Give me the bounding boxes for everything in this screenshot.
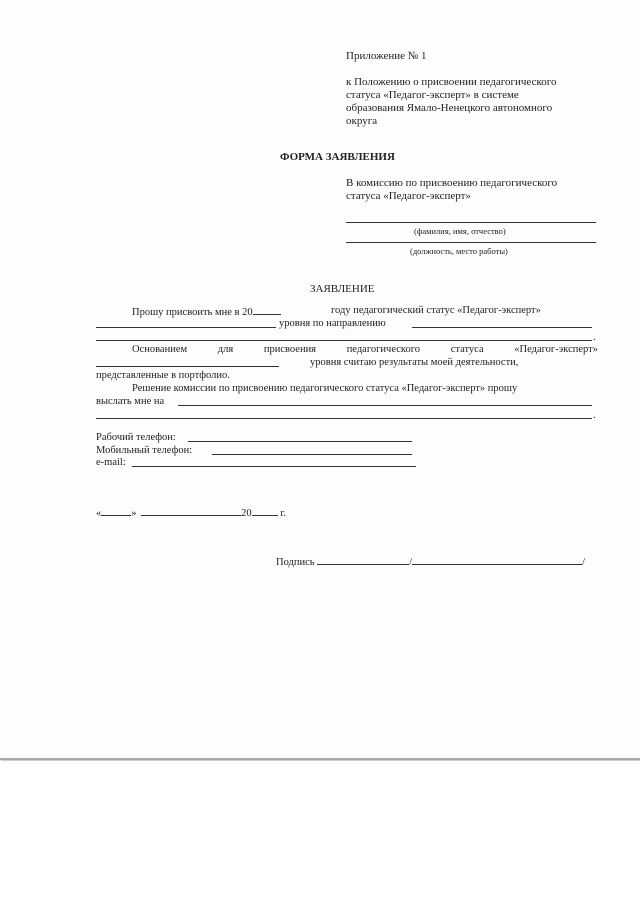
level-blank[interactable]: [96, 327, 276, 328]
p2-line-1: [132, 343, 598, 356]
mobile-phone-field[interactable]: [212, 454, 412, 455]
signature-slash: /: [409, 557, 413, 568]
p1-text-b: году педагогический статус «Педагог-эксперт»: [331, 305, 541, 316]
p2-word: «Педагог-эксперт»: [514, 344, 598, 355]
work-phone-label: Рабочий телефон:: [96, 432, 176, 443]
day-blank[interactable]: [101, 505, 131, 516]
p1-period: .: [593, 332, 596, 343]
position-field-hint: (должность, место работы): [410, 246, 508, 256]
name-field-line[interactable]: [346, 222, 596, 223]
p2-line-2: [310, 356, 600, 369]
date-line: [96, 505, 286, 520]
date-century: 20: [241, 508, 252, 519]
signature-blank[interactable]: [317, 554, 409, 565]
position-field-line[interactable]: [346, 242, 596, 243]
signature-line: [276, 554, 585, 569]
direction-blank[interactable]: [412, 327, 592, 328]
p2-text-b: уровня считаю результаты моей деятельности,: [310, 357, 519, 368]
appendix-ref-line-2: статуса «Педагог-эксперт» в системе: [346, 89, 519, 101]
date-year-suffix: г.: [280, 508, 286, 519]
p1-request: Прошу присвоить мне в 20: [132, 307, 253, 318]
month-blank[interactable]: [141, 505, 241, 516]
address-blank[interactable]: [178, 405, 592, 406]
p2-word: Основанием: [132, 344, 188, 355]
email-field[interactable]: [132, 466, 416, 467]
level-blank-2[interactable]: [96, 366, 279, 367]
p2-word: педагогического: [346, 344, 421, 355]
form-title: ФОРМА ЗАЯВЛЕНИЯ: [280, 151, 395, 163]
p2-text-c: представленные в портфолио.: [96, 370, 230, 381]
date-close-quote: »: [131, 508, 137, 519]
addressee-line-2: статуса «Педагог-эксперт»: [346, 190, 471, 202]
signature-slash-end: /: [582, 557, 586, 568]
year-suffix-blank[interactable]: [252, 505, 278, 516]
p2-word: присвоения: [263, 344, 317, 355]
work-phone-field[interactable]: [188, 441, 412, 442]
addressee-line-1: В комиссию по присвоению педагогического: [346, 177, 558, 189]
p1-text-c: уровня по направлению: [279, 318, 386, 329]
p2-word: статуса: [450, 344, 484, 355]
direction-blank-2[interactable]: [96, 340, 592, 341]
email-label: e-mail:: [96, 457, 126, 468]
p3-period: .: [593, 410, 596, 421]
mobile-phone-label: Мобильный телефон:: [96, 445, 193, 456]
name-field-hint: (фамилия, имя, отчество): [414, 226, 506, 236]
year-blank[interactable]: [253, 304, 281, 315]
statement-title: ЗАЯВЛЕНИЕ: [310, 283, 375, 295]
signature-label: Подпись: [276, 557, 315, 568]
p2-word: для: [217, 344, 234, 355]
p3-text-a: Решение комиссии по присвоению педагогического статуса «Педагог-эксперт» прошу: [132, 383, 518, 394]
appendix-ref-line-1: к Положению о присвоении педагогического: [346, 76, 557, 88]
address-blank-2[interactable]: [96, 418, 592, 419]
date-open-quote: «: [96, 508, 102, 519]
appendix-ref-line-3: образования Ямало-Ненецкого автономного: [346, 102, 553, 114]
appendix-number: Приложение № 1: [346, 50, 427, 62]
signature-name-blank[interactable]: [412, 554, 582, 565]
appendix-ref-line-4: округа: [346, 115, 378, 127]
p3-text-b: выслать мне на: [96, 396, 165, 407]
p1-text-a: [132, 304, 281, 319]
